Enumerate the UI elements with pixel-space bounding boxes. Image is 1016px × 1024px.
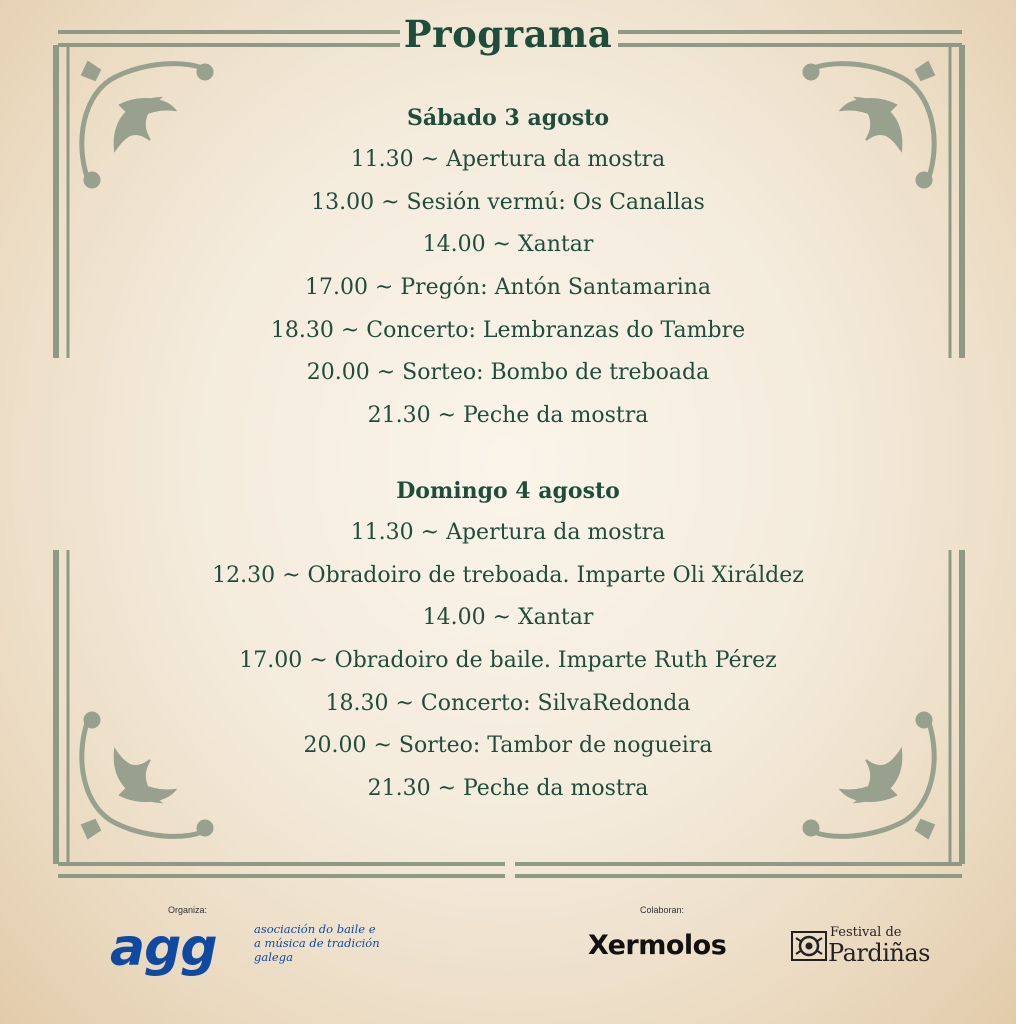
schedule-item: 12.30 ~ Obradoiro de treboada. Imparte Oli Xiráldez <box>212 562 804 588</box>
agg-description: asociación do baile e a música de tradición galega <box>254 922 380 964</box>
pardinas-logo-text: Pardiñas <box>828 939 930 967</box>
organiza-label: Organiza: <box>168 905 208 915</box>
agg-logo: agg <box>110 918 217 978</box>
schedule-item: 21.30 ~ Peche da mostra <box>367 776 649 802</box>
page-title: Programa <box>403 12 613 56</box>
schedule-item: 14.00 ~ Xantar <box>422 605 594 631</box>
schedule-item: 20.00 ~ Sorteo: Bombo de treboada <box>306 360 710 386</box>
pardinas-logo-small-text: Festival de <box>830 925 902 940</box>
schedule-item: 21.30 ~ Peche da mostra <box>367 403 649 429</box>
day-saturday-section <box>0 97 1016 438</box>
schedule-item: 20.00 ~ Sorteo: Tambor de nogueira <box>303 733 713 759</box>
schedule-item: 11.30 ~ Apertura da mostra <box>350 520 666 545</box>
pardinas-logo-icon <box>790 928 830 964</box>
schedule-item: 13.00 ~ Sesión vermú: Os Canallas <box>311 189 705 215</box>
schedule-item: 11.30 ~ Apertura da mostra <box>350 147 666 172</box>
day-sunday-section <box>0 470 1016 811</box>
colaboran-label: Colaboran: <box>640 905 685 915</box>
day-heading: Domingo 4 agosto <box>396 478 620 504</box>
schedule-item: 17.00 ~ Obradoiro de baile. Imparte Ruth Pérez <box>239 648 777 674</box>
day-heading: Sábado 3 agosto <box>407 105 609 131</box>
schedule-item: 18.30 ~ Concerto: Lembranzas do Tambre <box>270 317 746 343</box>
schedule-item: 14.00 ~ Xantar <box>422 232 594 258</box>
xermolos-logo: Xermolos <box>588 930 727 961</box>
schedule-item: 18.30 ~ Concerto: SilvaRedonda <box>325 690 691 716</box>
schedule-item: 17.00 ~ Pregón: Antón Santamarina <box>304 275 712 301</box>
